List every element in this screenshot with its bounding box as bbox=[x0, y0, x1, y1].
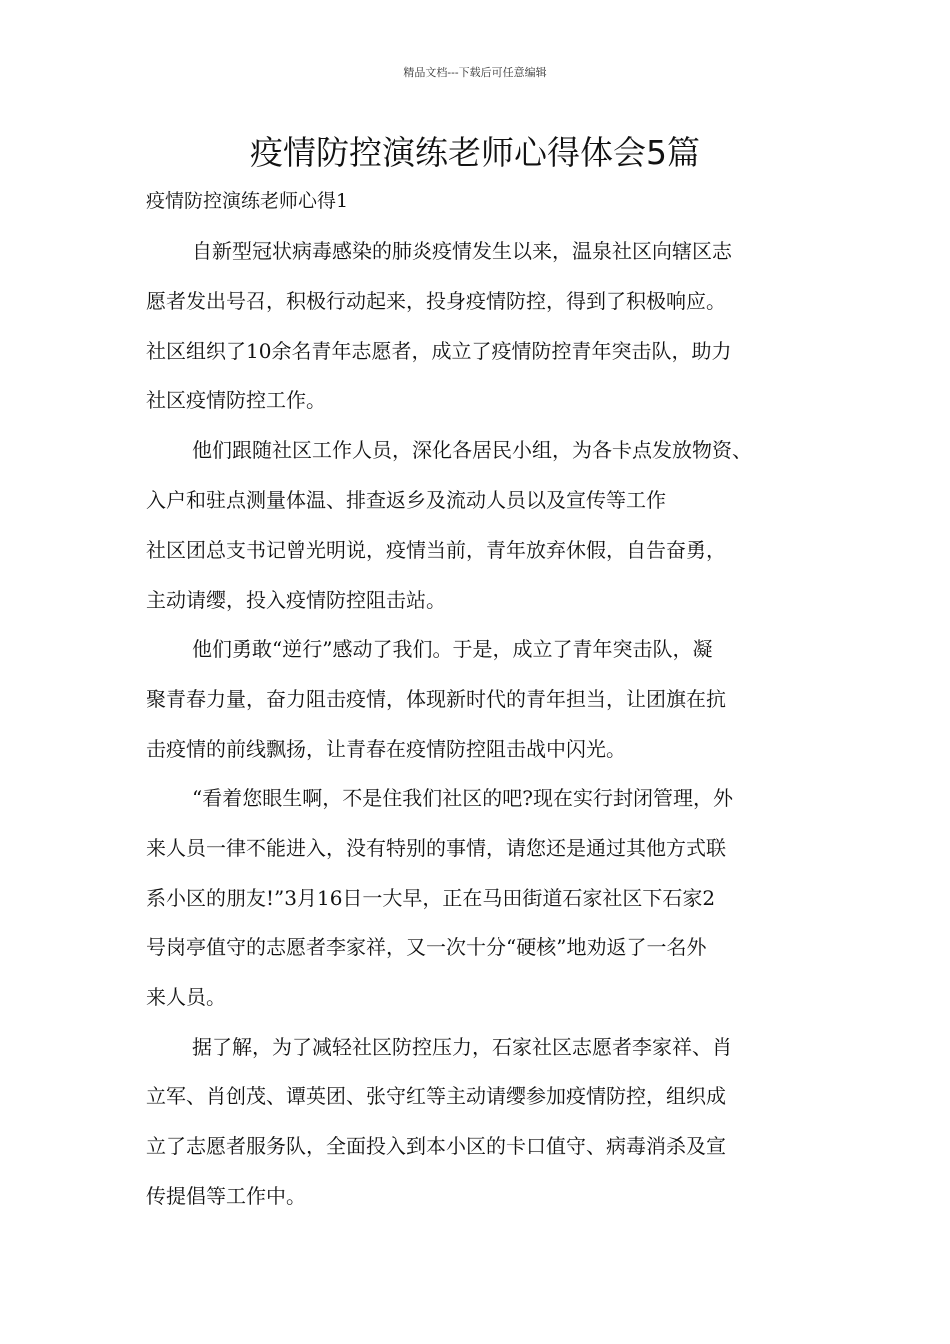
body-line: 他们跟随社区工作人员，深化各居民小组，为各卡点发放物资、 bbox=[192, 438, 752, 462]
body-line: 他们勇敢“逆行”感动了我们。于是，成立了青年突击队，凝 bbox=[192, 637, 713, 661]
body-line: 据了解，为了减轻社区防控压力，石家社区志愿者李家祥、肖 bbox=[192, 1035, 732, 1059]
body-line: 系小区的朋友!”3月16日一大早，正在马田街道石家社区下石家2 bbox=[146, 886, 716, 910]
body-line: 立了志愿者服务队，全面投入到本小区的卡口值守、病毒消杀及宣 bbox=[146, 1134, 726, 1158]
body-line: 社区团总支书记曾光明说，疫情当前，青年放弃休假，自告奋勇， bbox=[146, 538, 726, 562]
document-title: 疫情防控演练老师心得体会5篇 bbox=[250, 133, 700, 172]
body-line: “看着您眼生啊，不是住我们社区的吧?现在实行封闭管理，外 bbox=[192, 786, 733, 810]
body-line: 愿者发出号召，积极行动起来，投身疫情防控，得到了积极响应。 bbox=[146, 289, 726, 313]
header-note: 精品文档---下载后可任意编辑 bbox=[403, 66, 547, 79]
body-line: 来人员。 bbox=[146, 985, 226, 1009]
section-subtitle: 疫情防控演练老师心得1 bbox=[146, 190, 349, 212]
body-line: 立军、肖创茂、谭英团、张守红等主动请缨参加疫情防控，组织成 bbox=[146, 1084, 726, 1108]
body-line: 入户和驻点测量体温、排查返乡及流动人员以及宣传等工作 bbox=[146, 488, 666, 512]
body-line: 击疫情的前线飘扬，让青春在疫情防控阻击战中闪光。 bbox=[146, 737, 626, 761]
body-line: 社区疫情防控工作。 bbox=[146, 388, 326, 412]
body-line: 来人员一律不能进入，没有特别的事情，请您还是通过其他方式联 bbox=[146, 836, 726, 860]
body-line: 传提倡等工作中。 bbox=[146, 1184, 306, 1208]
body-line: 自新型冠状病毒感染的肺炎疫情发生以来，温泉社区向辖区志 bbox=[192, 239, 732, 263]
body-line: 社区组织了10余名青年志愿者，成立了疫情防控青年突击队，助力 bbox=[146, 339, 732, 363]
body-line: 号岗亭值守的志愿者李家祥，又一次十分“硬核”地劝返了一名外 bbox=[146, 935, 707, 959]
body-line: 主动请缨，投入疫情防控阻击站。 bbox=[146, 588, 446, 612]
body-line: 聚青春力量，奋力阻击疫情，体现新时代的青年担当，让团旗在抗 bbox=[146, 687, 726, 711]
